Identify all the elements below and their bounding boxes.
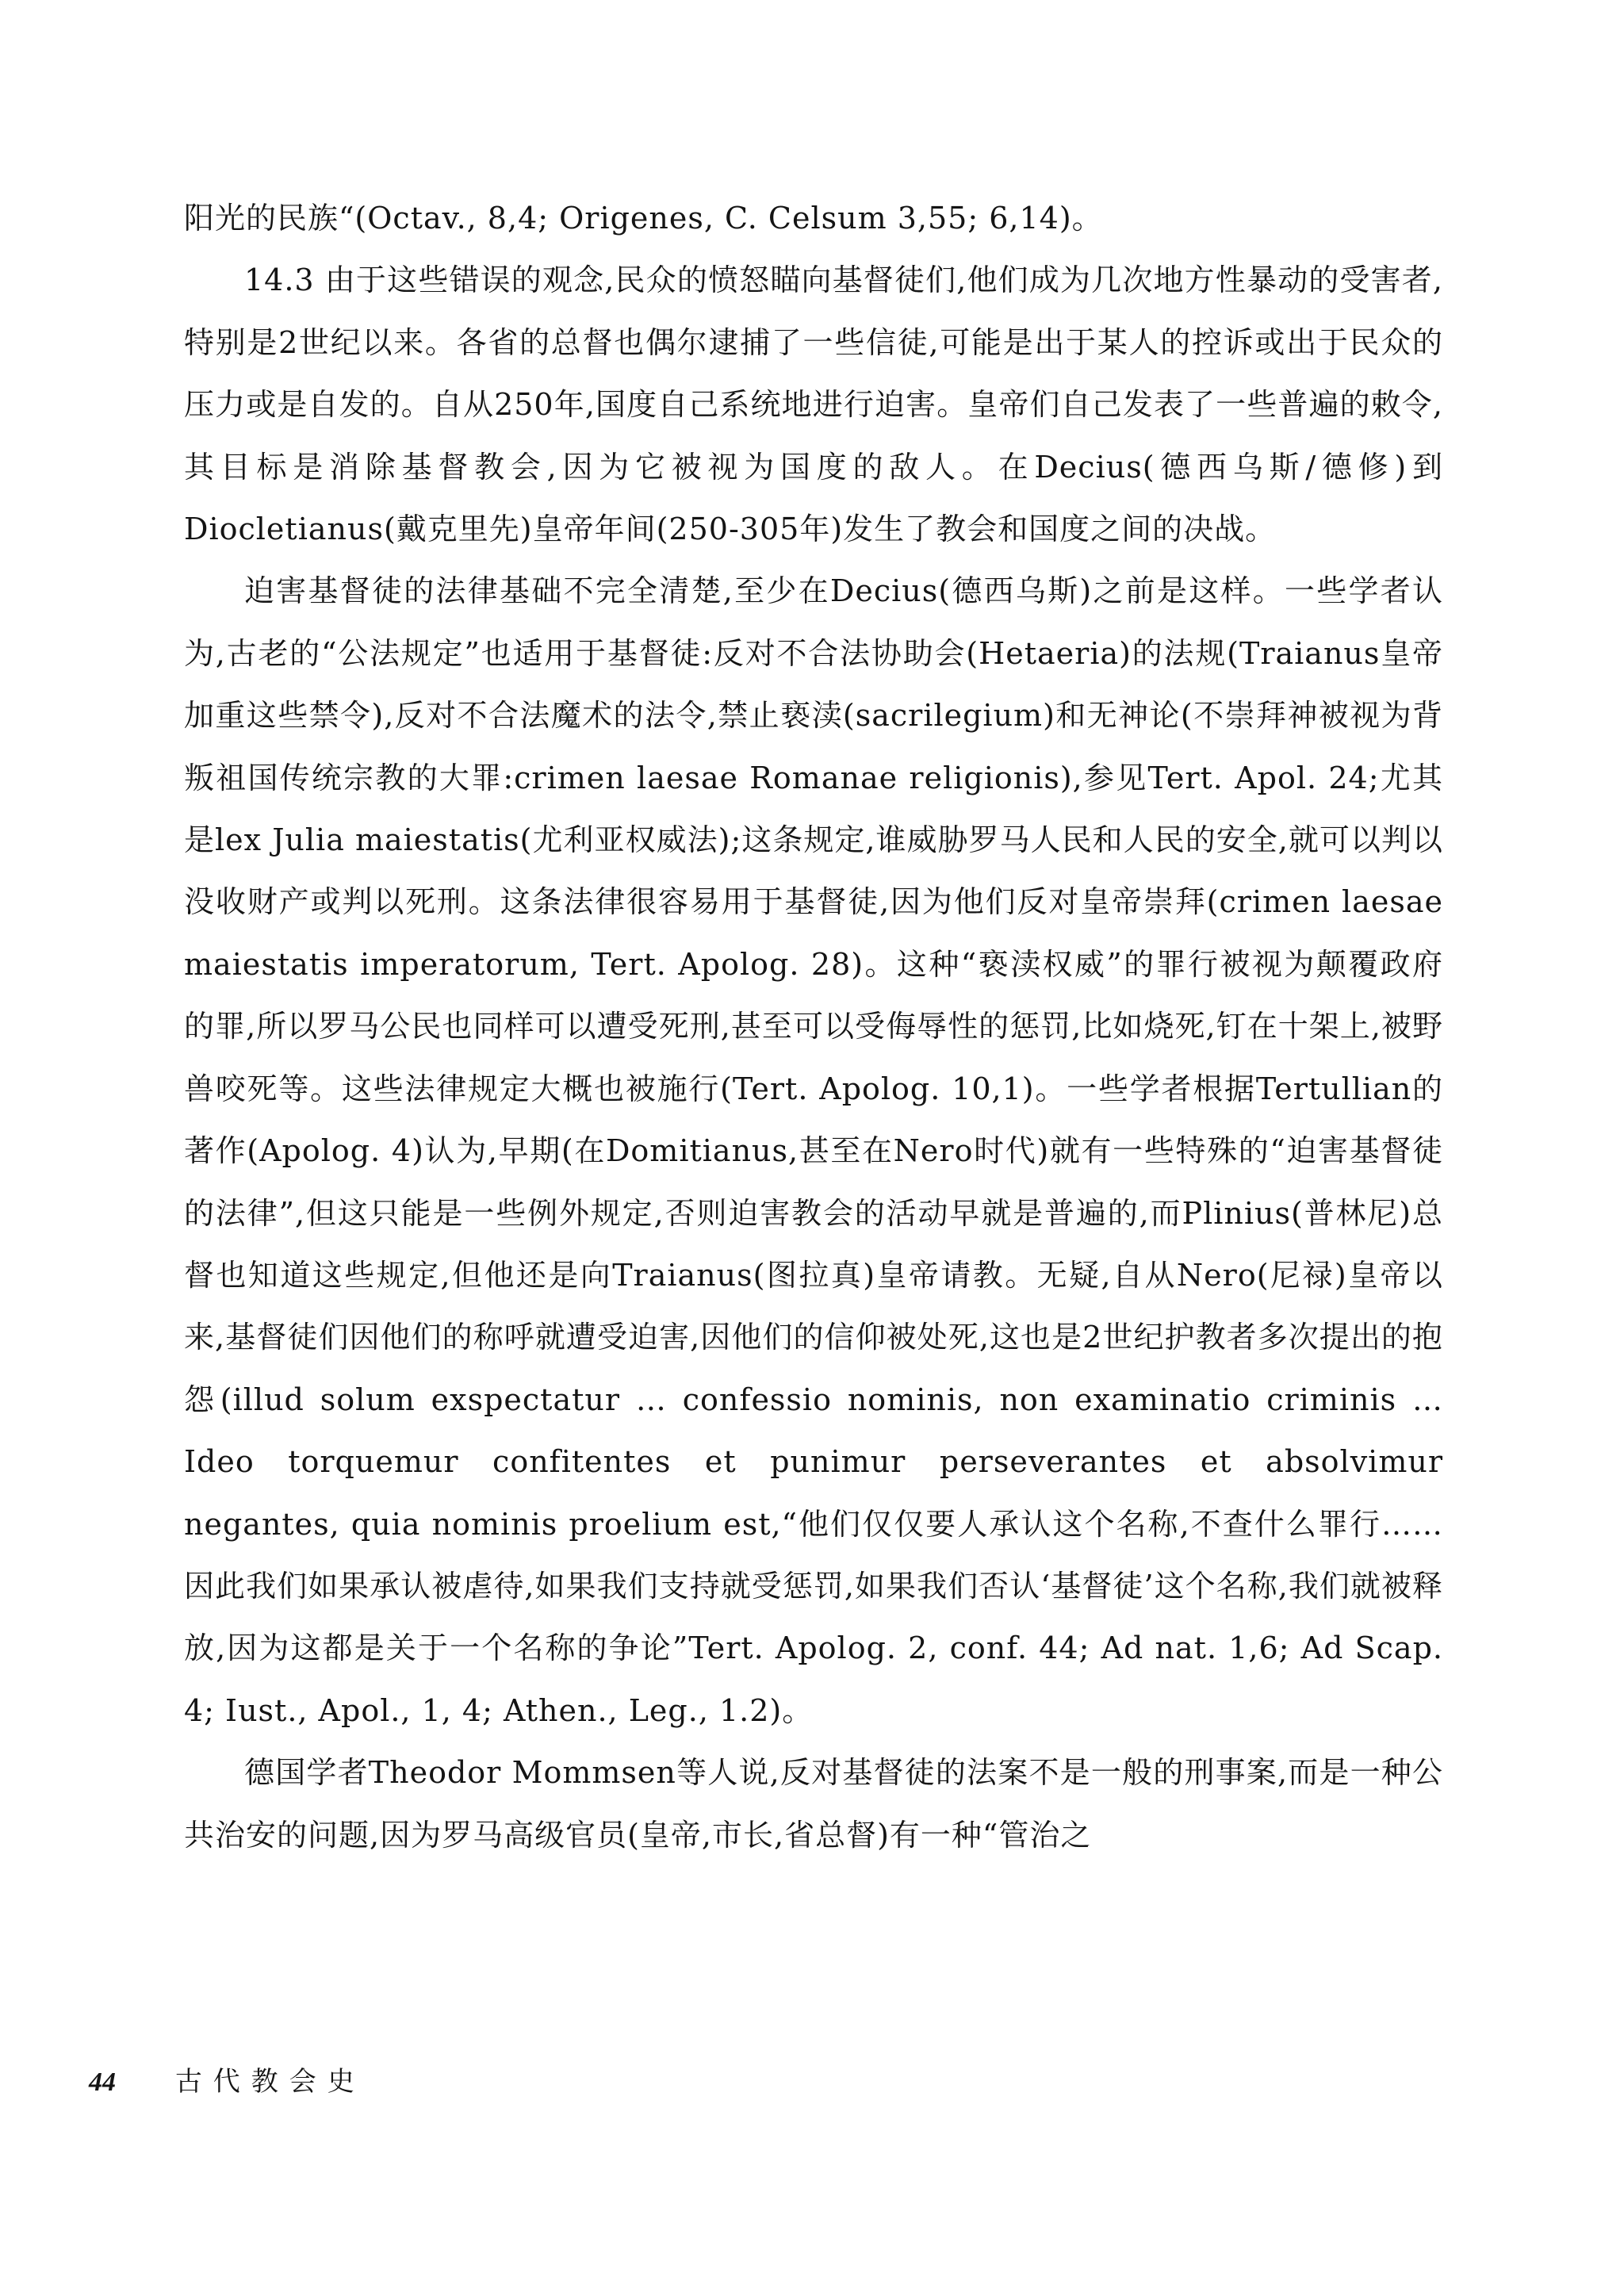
paragraph-2: 14.3 由于这些错误的观念,民众的愤怒瞄向基督徒们,他们成为几次地方性暴动的受害者,特别是2世纪以来。各省的总督也偶尔逮捕了一些信徒,可能是出于某人的控诉或出于民众的压力或是自发的。自从250年,国度自己系统地进行迫害。皇帝们自己发表了一些普遍的敕令,其目标是消除基督教会,因为它被视为国度的敌人。在Decius(德西乌斯/德修)到Diocletianus(戴克里先)皇帝年间(250-305年)发生了教会和国度之间的决战。	[184, 263, 1443, 547]
body-text	[184, 187, 1443, 1866]
page-footer	[89, 2066, 366, 2098]
page-number: 44	[89, 2067, 116, 2097]
running-title: 古代教会史	[174, 2066, 366, 2098]
paragraph-3: 迫害基督徒的法律基础不完全清楚,至少在Decius(德西乌斯)之前是这样。一些学者认为,古老的“公法规定”也适用于基督徒:反对不合法协助会(Hetaeria)的法规(Traianus皇帝加重这些禁令),反对不合法魔术的法令,禁止亵渎(sacrilegium)和无神论(不崇拜神被视为背叛祖国传统宗教的大罪:crimen laesae Romanae religionis),参见Tert. Apol. 24;尤其是lex Julia maiestatis(尤利亚权威法);这条规定,谁威胁罗马人民和人民的安全,就可以判以没收财产或判以死刑。这条法律很容易用于基督徒,因为他们反对皇帝崇拜(crimen laesae maiestatis imperatorum, Tert. Apolog. 28)。这种“亵渎权威”的罪行被视为颠覆政府的罪,所以罗马公民也同样可以遭受死刑,甚至可以受侮辱性的惩罚,比如烧死,钉在十架上,被野兽咬死等。这些法律规定大概也被施行(Tert. Apolog. 10,1)。一些学者根据Tertullian的著作(Apolog. 4)认为,早期(在Domitianus,甚至在Nero时代)就有一些特殊的“迫害基督徒的法律”,但这只能是一些例外规定,否则迫害教会的活动早就是普遍的,而Plinius(普林尼)总督也知道这些规定,但他还是向Traianus(图拉真)皇帝请教。无疑,自从Nero(尼禄)皇帝以来,基督徒们因他们的称呼就遭受迫害,因他们的信仰被处死,这也是2世纪护教者多次提出的抱怨(illud solum exspectatur … confessio nominis, non examinatio criminis … Ideo torquemur confitentes et punimur perseverantes et absolvimur negantes, quia nominis proelium est,“他们仅仅要人承认这个名称,不查什么罪行……因此我们如果承认被虐待,如果我们支持就受惩罚,如果我们否认‘基督徒’这个名称,我们就被释放,因为这都是关于一个名称的争论”Tert. Apolog. 2, conf. 44; Ad nat. 1,6; Ad Scap. 4; Iust., Apol., 1, 4; Athen., Leg., 1.2)。	[184, 573, 1443, 1728]
paragraph-4: 德国学者Theodor Mommsen等人说,反对基督徒的法案不是一般的刑事案,而是一种公共治安的问题,因为罗马高级官员(皇帝,市长,省总督)有一种“管治之	[184, 1755, 1443, 1853]
paragraph-1: 阳光的民族“(Octav., 8,4; Origenes, C. Celsum 3,55; 6,14)。	[184, 201, 1103, 236]
